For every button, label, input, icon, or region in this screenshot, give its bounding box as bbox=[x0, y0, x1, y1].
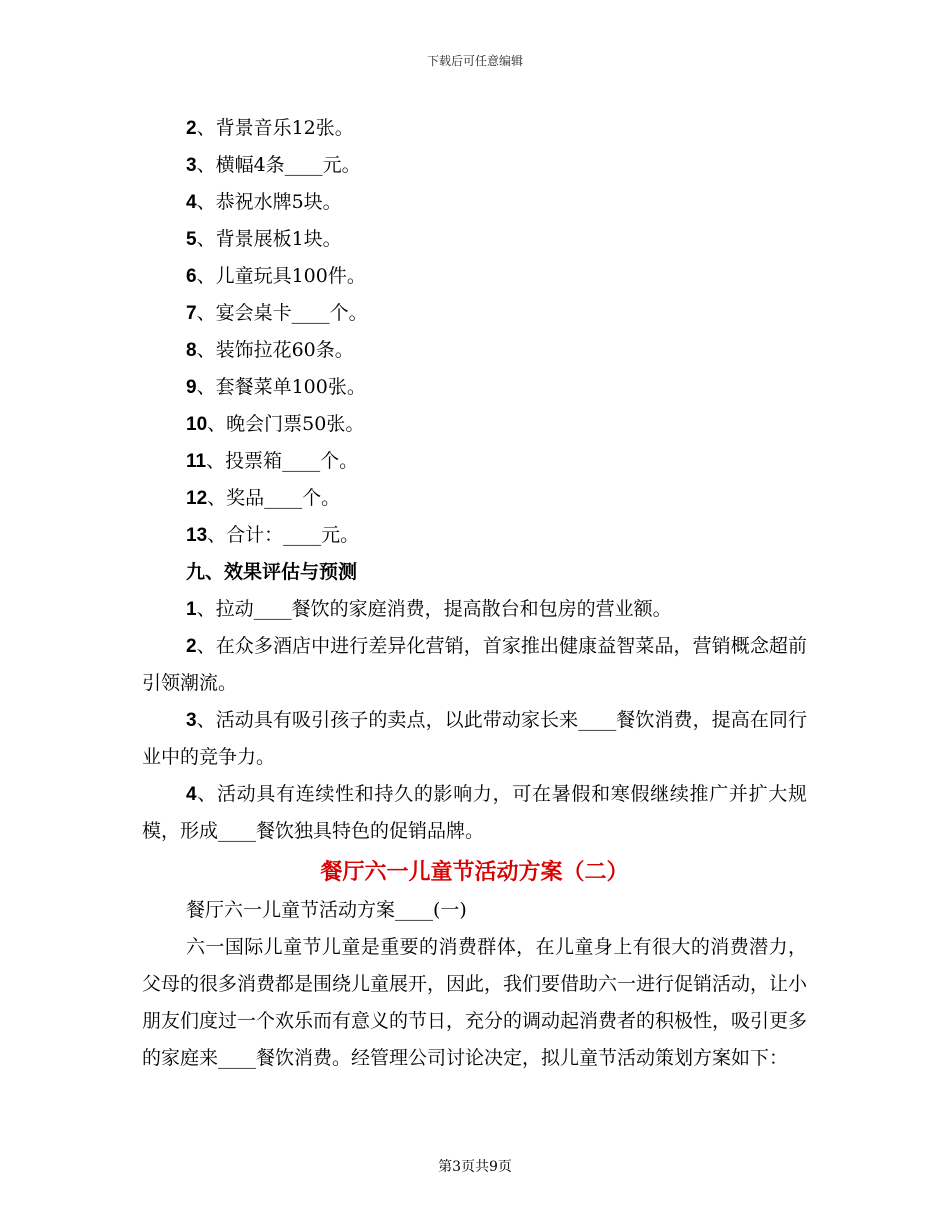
effect-text: 、活动具有吸引孩子的卖点，以此带动家长来____餐饮消费，提高在同行业中的竞争力。 bbox=[142, 709, 807, 768]
list-item bbox=[142, 480, 807, 517]
item-text: 、背景音乐12张。 bbox=[196, 117, 354, 139]
document-title: 餐厅六一儿童节活动方案（二） bbox=[320, 859, 629, 885]
item-number: 4 bbox=[186, 192, 197, 213]
page-header-note: 下载后可任意编辑 bbox=[426, 54, 523, 68]
list-item bbox=[142, 369, 807, 406]
item-text: 、背景展板1块。 bbox=[196, 228, 342, 250]
effect-text: 、拉动____餐饮的家庭消费，提高散台和包房的营业额。 bbox=[196, 598, 672, 620]
list-item bbox=[142, 406, 807, 443]
item-text: 、儿童玩具100件。 bbox=[196, 265, 366, 287]
page-number-footer: 第3页共9页 bbox=[438, 1159, 512, 1175]
list-item bbox=[142, 184, 807, 221]
list-item bbox=[142, 295, 807, 332]
item-number: 8 bbox=[186, 340, 197, 361]
effect-paragraph bbox=[142, 591, 807, 628]
item-number: 9 bbox=[186, 377, 197, 398]
item-number: 13 bbox=[186, 525, 208, 546]
item-text: 、投票箱____个。 bbox=[206, 450, 359, 472]
section-heading: 九、效果评估与预测 bbox=[186, 561, 358, 583]
item-text: 、横幅4条____元。 bbox=[196, 154, 361, 176]
intro-paragraph: 六一国际儿童节儿童是重要的消费群体，在儿童身上有很大的消费潜力，父母的很多消费都是围绕儿童展开，因此，我们要借助六一进行促销活动，让小朋友们度过一个欢乐而有意义的节日，充分的调动起消费者的积极性，吸引更多的家庭来____餐饮消费。经管理公司讨论决定，拟儿童节活动策划方案如下： bbox=[142, 936, 808, 1069]
list-item bbox=[142, 443, 807, 480]
item-number: 2 bbox=[186, 118, 197, 139]
list-item bbox=[142, 517, 807, 554]
item-number: 5 bbox=[186, 229, 197, 250]
item-number: 3 bbox=[186, 155, 197, 176]
item-text: 、晚会门票50张。 bbox=[207, 413, 365, 435]
item-number: 12 bbox=[186, 488, 208, 509]
item-number: 7 bbox=[186, 303, 197, 324]
effect-text: 、在众多酒店中进行差异化营销，首家推出健康益智菜品，营销概念超前引领潮流。 bbox=[142, 635, 807, 694]
list-item bbox=[142, 258, 807, 295]
subtitle-line: 餐厅六一儿童节活动方案____(一) bbox=[186, 899, 467, 921]
item-number: 6 bbox=[186, 266, 197, 287]
effect-number: 1 bbox=[186, 599, 197, 620]
item-text: 、奖品____个。 bbox=[207, 487, 341, 509]
item-text: 、套餐菜单100张。 bbox=[196, 376, 366, 398]
item-text: 、装饰拉花60条。 bbox=[196, 339, 354, 361]
effect-paragraph bbox=[142, 628, 807, 702]
item-text: 、合计：____元。 bbox=[207, 524, 360, 546]
effect-text: 、活动具有连续性和持久的影响力，可在暑假和寒假继续推广并扩大规模，形成____餐饮独具特色的促销品牌。 bbox=[142, 783, 807, 842]
item-text: 、恭祝水牌5块。 bbox=[196, 191, 342, 213]
list-item bbox=[142, 221, 807, 258]
effect-number: 4 bbox=[186, 784, 197, 805]
list-item bbox=[142, 110, 807, 147]
item-text: 、宴会桌卡____个。 bbox=[196, 302, 368, 324]
effect-number: 3 bbox=[186, 710, 197, 731]
list-item bbox=[142, 332, 807, 369]
effect-number: 2 bbox=[186, 636, 197, 657]
document-body bbox=[142, 110, 807, 1077]
item-number: 11 bbox=[186, 451, 207, 472]
effect-paragraph bbox=[142, 702, 807, 776]
list-item bbox=[142, 147, 807, 184]
effect-paragraph bbox=[142, 776, 807, 850]
item-number: 10 bbox=[186, 414, 208, 435]
